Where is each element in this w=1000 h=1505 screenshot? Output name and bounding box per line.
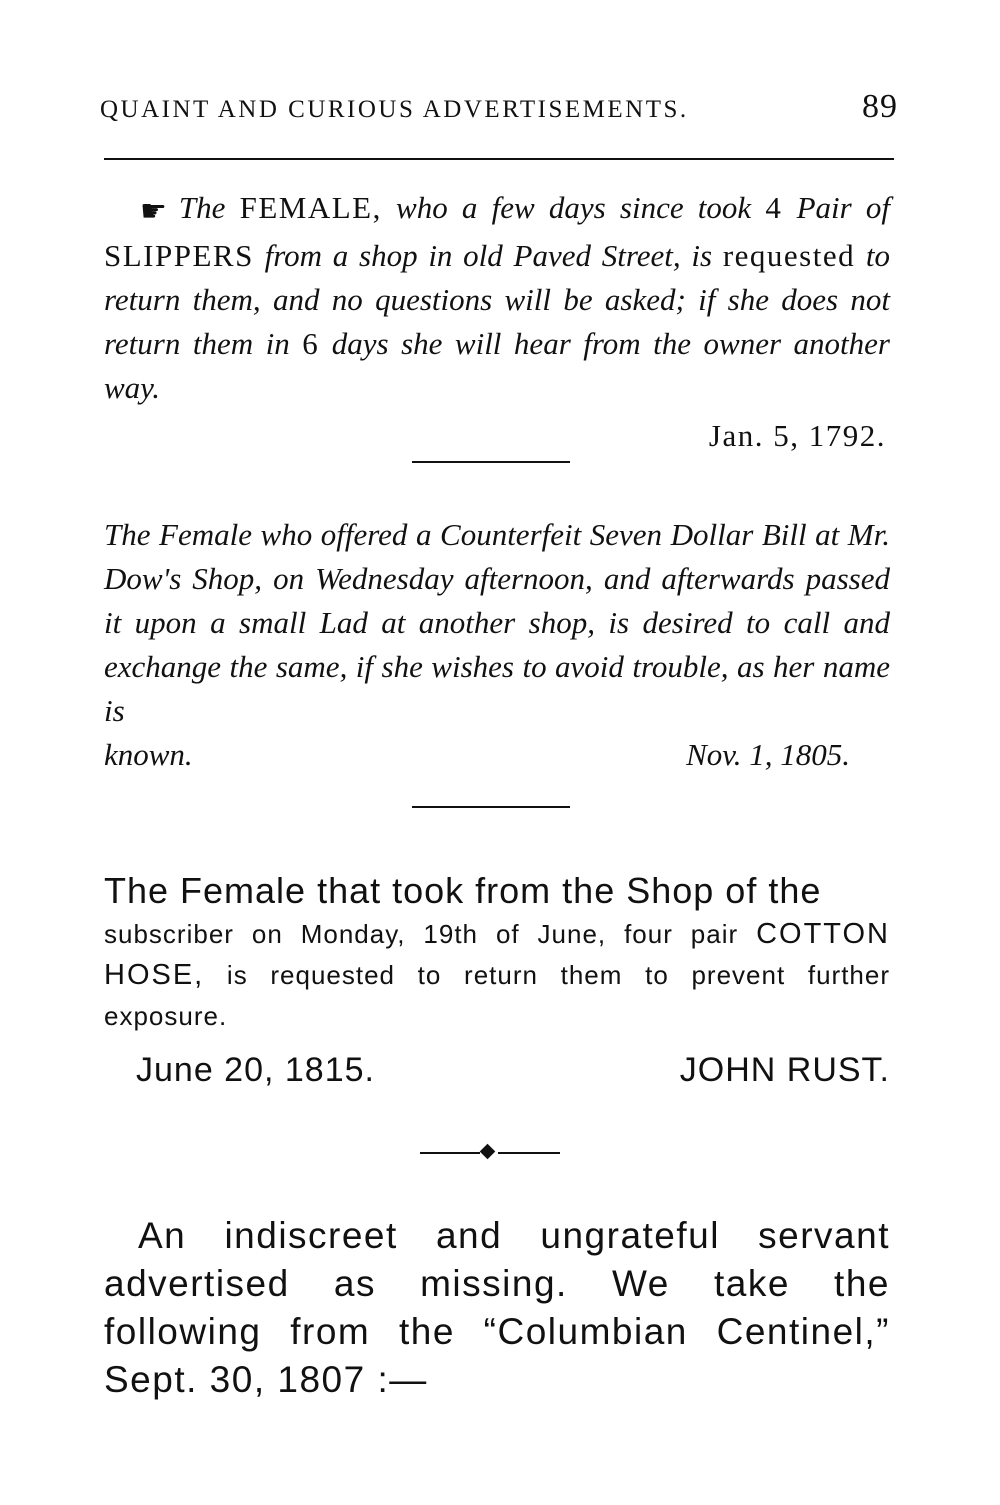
advertisement-last-word: known. [104,737,193,772]
page-number: 89 [862,88,898,125]
advertisement-date: Nov. 1, 1805. [686,737,850,772]
pointing-hand-icon: ☛ [140,195,167,228]
body-paragraph-text: An indiscreet and ungrateful servant advertised as missing. We take the following from the “Columbian Centinel,” Sept. 30, 1807 :— [104,1215,890,1400]
advertisement-slippers [104,186,890,458]
running-title: QUAINT AND CURIOUS ADVERTISEMENTS. [100,96,689,123]
advertisement-cotton-hose [104,868,890,1090]
body-paragraph [104,1212,890,1404]
advertisement-date: June 20, 1815. [136,1051,375,1089]
advertisement-date: Jan. 5, 1792. [708,418,886,453]
page-header [100,88,898,138]
advertisement-signature-line [104,1051,890,1090]
advertisement-counterfeit-bill [104,513,890,777]
section-divider [412,806,570,808]
advertisement-slippers-text: ☛ The FEMALE, who a few days since took 4 Pair of SLIPPERS from a shop in old Paved Street, is requested to return them, and no questions will be asked; if she does not return them in 6 days she will hear from the owner another way. [104,190,890,405]
header-rule [104,158,894,160]
advertisement-lead-line: The Female that took from the Shop of the [104,870,822,911]
advertisement-last-line [104,733,890,777]
diamond-icon [480,1144,496,1160]
ornament-divider [420,1143,560,1163]
advertisement-counterfeit-text: The Female who offered a Counterfeit Seven Dollar Bill at Mr. Dow's Shop, on Wednesday afternoon, and afterwards passed it upon a small Lad at another shop, is desired to call and exchange the same, if she wishes to avoid trouble, as her name is [104,517,890,728]
advertisement-body: subscriber on Monday, 19th of June, four pair COTTON HOSE, is requested to return them to prevent further exposure. [104,918,890,1031]
section-divider [412,461,570,463]
advertisement-signature: JOHN RUST. [679,1051,890,1089]
